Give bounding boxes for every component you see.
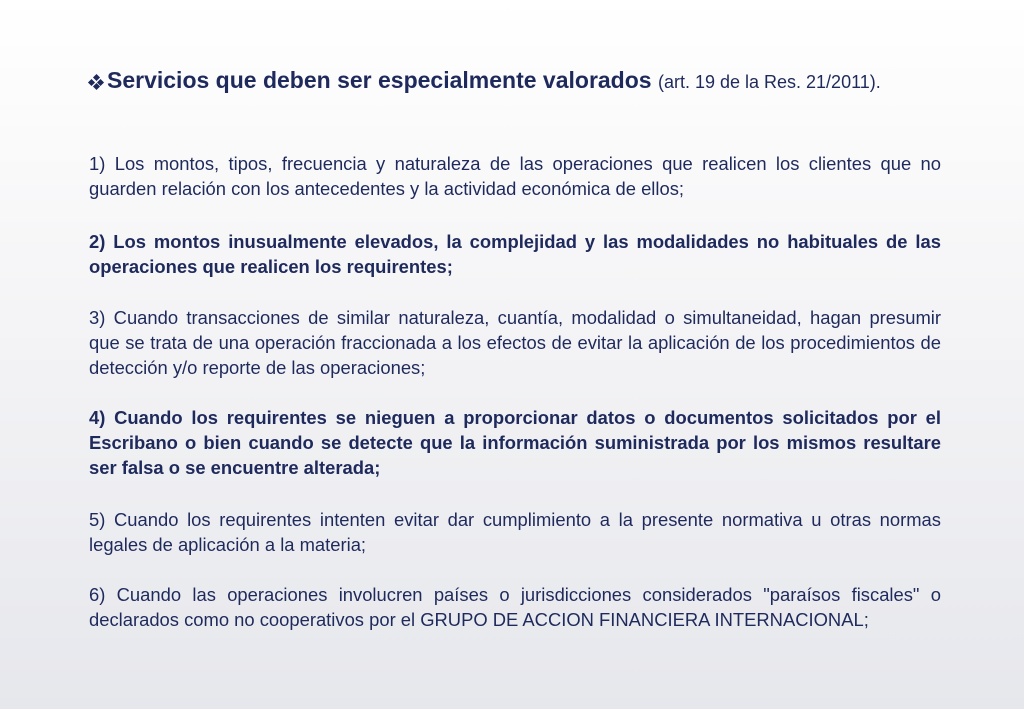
title-main: Servicios que deben ser especialmente valorados	[107, 67, 652, 93]
slide-title	[89, 66, 941, 97]
paragraph-4: 4) Cuando los requirentes se nieguen a proporcionar datos o documentos solicitados por el Escribano o bien cuando se detecte que la información suministrada por los mismos resultare ser falsa o se encuentre alterada;	[89, 407, 941, 478]
slide-content	[89, 66, 941, 630]
paragraph-6: 6) Cuando las operaciones involucren países o jurisdicciones considerados "paraísos fiscales" o declarados como no cooperativos por el GRUPO DE ACCION FINANCIERA INTERNACIONAL;	[89, 584, 941, 630]
paragraph-1: 1) Los montos, tipos, frecuencia y naturaleza de las operaciones que realicen los clientes que no guarden relación con los antecedentes y la actividad económica de ellos;	[89, 153, 941, 199]
paragraph-3: 3) Cuando transacciones de similar naturaleza, cuantía, modalidad o simultaneidad, hagan presumir que se trata de una operación fraccionada a los efectos de evitar la aplicación de los procedimientos de detección y/o reporte de las operaciones;	[89, 307, 941, 378]
paragraph-2: 2) Los montos inusualmente elevados, la complejidad y las modalidades no habituales de las operaciones que realicen los requirentes;	[89, 231, 941, 277]
diamond-bullet-icon	[89, 75, 103, 89]
paragraph-5: 5) Cuando los requirentes intenten evitar dar cumplimiento a la presente normativa u otras normas legales de aplicación a la materia;	[89, 509, 941, 555]
title-reference: (art. 19 de la Res. 21/2011).	[657, 72, 881, 92]
